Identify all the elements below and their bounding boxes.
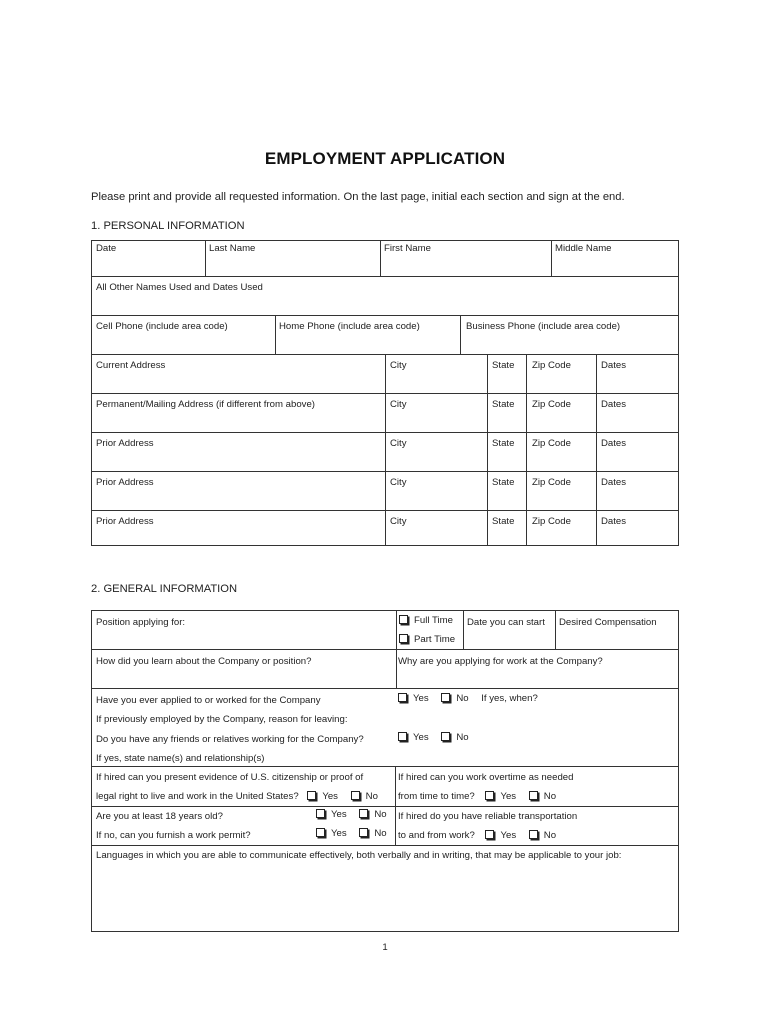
work-permit-options bbox=[316, 828, 387, 839]
city-field[interactable]: City bbox=[390, 438, 407, 449]
citizenship-question-line2: legal right to live and work in the United States? Yes No bbox=[96, 791, 378, 802]
citizenship-question-line1: If hired can you present evidence of U.S. citizenship or proof of bbox=[96, 772, 364, 783]
dates-field[interactable]: Dates bbox=[601, 477, 627, 488]
checkbox-icon[interactable] bbox=[398, 693, 407, 702]
checkbox-icon[interactable] bbox=[529, 830, 538, 839]
personal-info-table bbox=[91, 240, 679, 546]
full-time-checkbox[interactable] bbox=[399, 615, 408, 624]
prior-address-field[interactable]: Prior Address bbox=[96, 516, 154, 527]
overtime-question-line1: If hired can you work overtime as needed bbox=[398, 772, 574, 783]
checkbox-icon[interactable] bbox=[485, 830, 494, 839]
current-address-field[interactable]: Current Address bbox=[96, 360, 166, 371]
section-heading-general: 2. GENERAL INFORMATION bbox=[91, 583, 238, 595]
overtime-yes-option[interactable]: Yes bbox=[485, 791, 516, 802]
start-date-field[interactable]: Date you can start bbox=[467, 617, 545, 628]
home-phone-field[interactable]: Home Phone (include area code) bbox=[279, 321, 420, 332]
age-yes-option[interactable]: Yes bbox=[316, 809, 347, 820]
applied-no-option[interactable]: No bbox=[441, 693, 468, 704]
if-yes-when-field[interactable]: If yes, when? bbox=[481, 693, 538, 704]
first-name-field[interactable]: First Name bbox=[384, 243, 431, 254]
state-names-field[interactable]: If yes, state name(s) and relationship(s) bbox=[96, 753, 265, 764]
why-apply-field[interactable]: Why are you applying for work at the Company? bbox=[398, 656, 603, 667]
city-field[interactable]: City bbox=[390, 360, 407, 371]
mailing-address-field[interactable]: Permanent/Mailing Address (if different from above) bbox=[96, 399, 315, 410]
applied-before-options bbox=[398, 693, 538, 704]
zip-code-field[interactable]: Zip Code bbox=[532, 399, 571, 410]
citizenship-no-option[interactable]: No bbox=[351, 791, 378, 802]
state-field[interactable]: State bbox=[492, 477, 515, 488]
zip-code-field[interactable]: Zip Code bbox=[532, 438, 571, 449]
full-time-option[interactable]: Full Time bbox=[399, 615, 453, 626]
last-name-field[interactable]: Last Name bbox=[209, 243, 256, 254]
city-field[interactable]: City bbox=[390, 477, 407, 488]
overtime-no-option[interactable]: No bbox=[529, 791, 556, 802]
applied-yes-option[interactable]: Yes bbox=[398, 693, 429, 704]
compensation-field[interactable]: Desired Compensation bbox=[559, 617, 657, 628]
page-number: 1 bbox=[382, 942, 388, 953]
checkbox-icon[interactable] bbox=[351, 791, 360, 800]
friends-yes-option[interactable]: Yes bbox=[398, 732, 429, 743]
friends-no-option[interactable]: No bbox=[441, 732, 468, 743]
other-names-field[interactable]: All Other Names Used and Dates Used bbox=[96, 282, 263, 293]
overtime-question-line2: from time to time? Yes No bbox=[398, 791, 557, 802]
intro-text: Please print and provide all requested information. On the last page, initial each section and sign at the end. bbox=[91, 191, 625, 203]
checkbox-icon[interactable] bbox=[441, 693, 450, 702]
citizenship-yes-option[interactable]: Yes bbox=[307, 791, 338, 802]
checkbox-icon[interactable] bbox=[398, 732, 407, 741]
city-field[interactable]: City bbox=[390, 399, 407, 410]
state-field[interactable]: State bbox=[492, 360, 515, 371]
learn-about-field[interactable]: How did you learn about the Company or position? bbox=[96, 656, 312, 667]
checkbox-icon[interactable] bbox=[359, 809, 368, 818]
transport-question-line1: If hired do you have reliable transportation bbox=[398, 811, 578, 822]
state-field[interactable]: State bbox=[492, 438, 515, 449]
dates-field[interactable]: Dates bbox=[601, 360, 627, 371]
checkbox-icon[interactable] bbox=[307, 791, 316, 800]
date-field[interactable]: Date bbox=[96, 243, 117, 254]
age-question: Are you at least 18 years old? bbox=[96, 811, 223, 822]
friends-relatives-question: Do you have any friends or relatives working for the Company? bbox=[96, 734, 364, 745]
position-field[interactable]: Position applying for: bbox=[96, 617, 186, 628]
middle-name-field[interactable]: Middle Name bbox=[555, 243, 612, 254]
languages-field[interactable]: Languages in which you are able to communicate effectively, both verbally and in writing, that may be applicable to your job: bbox=[96, 850, 622, 861]
prior-address-field[interactable]: Prior Address bbox=[96, 477, 154, 488]
checkbox-icon[interactable] bbox=[441, 732, 450, 741]
transport-no-option[interactable]: No bbox=[529, 830, 556, 841]
city-field[interactable]: City bbox=[390, 516, 407, 527]
friends-options bbox=[398, 732, 469, 743]
checkbox-icon[interactable] bbox=[316, 809, 325, 818]
checkbox-icon[interactable] bbox=[316, 828, 325, 837]
checkbox-icon[interactable] bbox=[485, 791, 494, 800]
dates-field[interactable]: Dates bbox=[601, 516, 627, 527]
permit-no-option[interactable]: No bbox=[359, 828, 386, 839]
checkbox-icon[interactable] bbox=[529, 791, 538, 800]
zip-code-field[interactable]: Zip Code bbox=[532, 516, 571, 527]
state-field[interactable]: State bbox=[492, 399, 515, 410]
dates-field[interactable]: Dates bbox=[601, 438, 627, 449]
reason-leaving-field[interactable]: If previously employed by the Company, reason for leaving: bbox=[96, 714, 348, 725]
applied-before-question: Have you ever applied to or worked for the Company bbox=[96, 695, 321, 706]
part-time-option[interactable]: Part Time bbox=[399, 634, 455, 645]
zip-code-field[interactable]: Zip Code bbox=[532, 360, 571, 371]
page-title: EMPLOYMENT APPLICATION bbox=[264, 149, 506, 168]
state-field[interactable]: State bbox=[492, 516, 515, 527]
section-heading-personal: 1. PERSONAL INFORMATION bbox=[91, 220, 245, 232]
permit-yes-option[interactable]: Yes bbox=[316, 828, 347, 839]
part-time-checkbox[interactable] bbox=[399, 634, 408, 643]
age-no-option[interactable]: No bbox=[359, 809, 386, 820]
business-phone-field[interactable]: Business Phone (include area code) bbox=[466, 321, 621, 332]
work-permit-question: If no, can you furnish a work permit? bbox=[96, 830, 251, 841]
transport-question-line2: to and from work? Yes No bbox=[398, 830, 557, 841]
dates-field[interactable]: Dates bbox=[601, 399, 627, 410]
transport-yes-option[interactable]: Yes bbox=[485, 830, 516, 841]
checkbox-icon[interactable] bbox=[359, 828, 368, 837]
prior-address-field[interactable]: Prior Address bbox=[96, 438, 154, 449]
general-info-table bbox=[91, 610, 679, 932]
zip-code-field[interactable]: Zip Code bbox=[532, 477, 571, 488]
age-options bbox=[316, 809, 387, 820]
cell-phone-field[interactable]: Cell Phone (include area code) bbox=[96, 321, 228, 332]
